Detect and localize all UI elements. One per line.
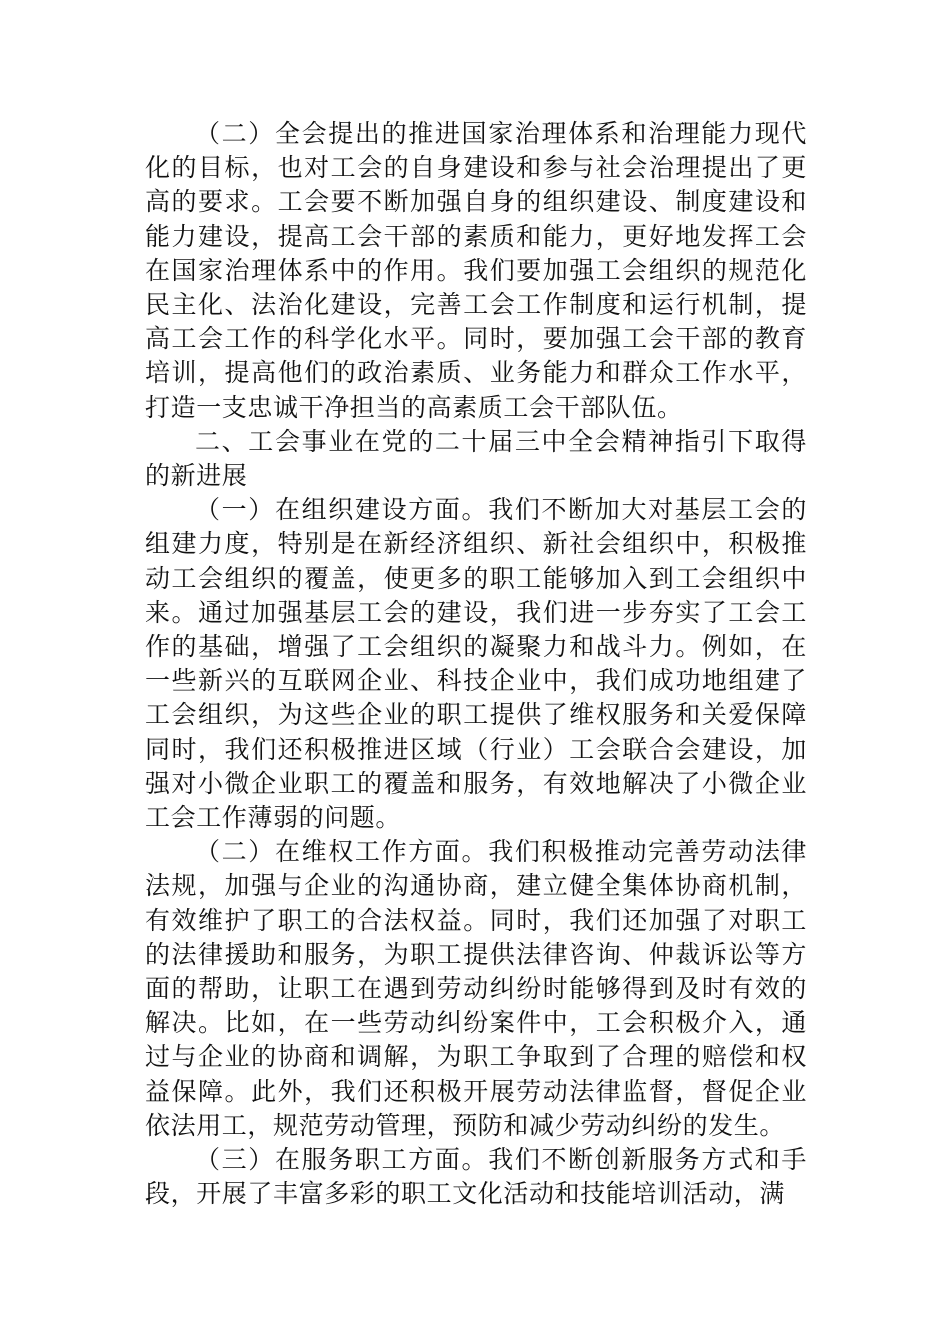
paragraph-improve-governance: （二）全会提出的推进国家治理体系和治理能力现代化的目标，也对工会的自身建设和参与社会治理提出了更高的要求。工会要不断加强自身的组织建设、制度建设和能力建设，提高工会干部的素质和能力，更好地发挥工会在国家治理体系中的作用。我们要加强工会组织的规范化民主化、法治化建设，完善工会工作制度和运行机制，提高工会工作的科学化水平。同时，要加强工会干部的教育培训，提高他们的政治素质、业务能力和群众工作水平，打造一支忠诚干净担当的高素质工会干部队伍。 (145, 119, 807, 422)
paragraph-serving-workers: （三）在服务职工方面。我们不断创新服务方式和手段，开展了丰富多彩的职工文化活动和技能培训活动，满 (145, 1145, 807, 1209)
paragraph-rights-protection: （二）在维权工作方面。我们积极推动完善劳动法律法规，加强与企业的沟通协商，建立健全集体协商机制，有效维护了职工的合法权益。同时，我们还加强了对职工的法律援助和服务，为职工提供法律咨询、仲裁诉讼等方面的帮助，让职工在遇到劳动纠纷时能够得到及时有效的解决。比如，在一些劳动纠纷案件中，工会积极介入，通过与企业的协商和调解，为职工争取到了合理的赔偿和权益保障。此外，我们还积极开展劳动法律监督，督促企业依法用工，规范劳动管理，预防和减少劳动纠纷的发生。 (145, 837, 807, 1140)
paragraph-organization-building: （一）在组织建设方面。我们不断加大对基层工会的组建力度，特别是在新经济组织、新社会组织中，积极推动工会组织的覆盖，使更多的职工能够加入到工会组织中来。通过加强基层工会的建设，我们进一步夯实了工会工作的基础，增强了工会组织的凝聚力和战斗力。例如，在一些新兴的互联网企业、科技企业中，我们成功地组建了工会组织，为这些企业的职工提供了维权服务和关爱保障同时，我们还积极推进区域（行业）工会联合会建设，加强对小微企业职工的覆盖和服务，有效地解决了小微企业工会工作薄弱的问题。 (145, 495, 807, 833)
document-body (145, 117, 807, 1212)
section-heading-new-progress: 二、工会事业在党的二十届三中全会精神指引下取得的新进展 (145, 426, 807, 491)
